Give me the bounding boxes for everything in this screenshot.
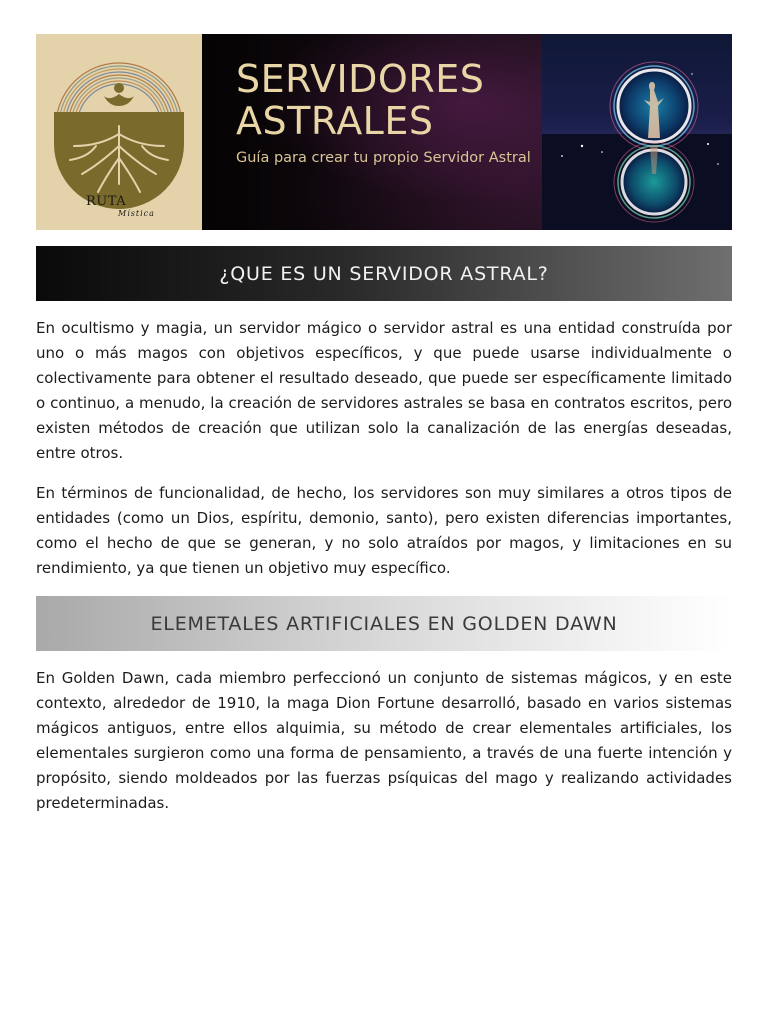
paragraph-functionality: En términos de funcionalidad, de hecho, los servidores son muy similares a otros tipos de entidades (como un Dios, espíritu, demonio, santo), pero existen diferencias importantes, como el hecho de que se generan, y no solo atraídos por magos, y limitaciones en su rendimiento, ya que tienen un objetivo muy específico. [36,484,732,577]
section-header-golden-dawn [36,596,732,651]
ruta-mistica-logo [36,34,202,230]
banner-title-line1: SERVIDORES [236,57,485,101]
banner-subtitle: Guía para crear tu propio Servidor Astral [236,150,531,166]
light-portal-photo [542,34,732,230]
banner-title-line2: ASTRALES [236,99,434,143]
paragraph-definition: En ocultismo y magia, un servidor mágico o servidor astral es una entidad construída por uno o más magos con objetivos específicos, y que puede usarse individualmente o colectivamente para obtener el resultado deseado, que puede ser específicamente limitado o continuo, a menudo, la creación de servidores astrales se basa en contratos escritos, pero existen métodos de creación que utilizan solo la canalización de las energías deseadas, entre otros. [36,319,732,462]
logo-subtitle: Mística [118,209,155,218]
logo-name: RUTA [86,194,127,209]
section-heading: ELEMETALES ARTIFICIALES EN GOLDEN DAWN [150,612,618,635]
header-banner [36,34,732,230]
paragraph-golden-dawn: En Golden Dawn, cada miembro perfeccionó un conjunto de sistemas mágicos, y en este contexto, alrededor de 1910, la maga Dion Fortune desarrolló, basado en varios sistemas mágicos antiguos, entre ellos alquimia, su método de crear elementales artificiales, los elementales surgieron como una forma de pensamiento, a través de una fuerte intención y propósito, siendo moldeados por las fuerzas psíquicas del mago y realizando actividades predeterminadas. [36,669,732,812]
light-portal-image-icon [542,34,732,230]
banner-title-area [202,34,542,230]
banner-title [236,58,484,142]
section-header-servidor-astral [36,246,732,301]
section-heading: ¿QUE ES UN SERVIDOR ASTRAL? [219,262,549,285]
